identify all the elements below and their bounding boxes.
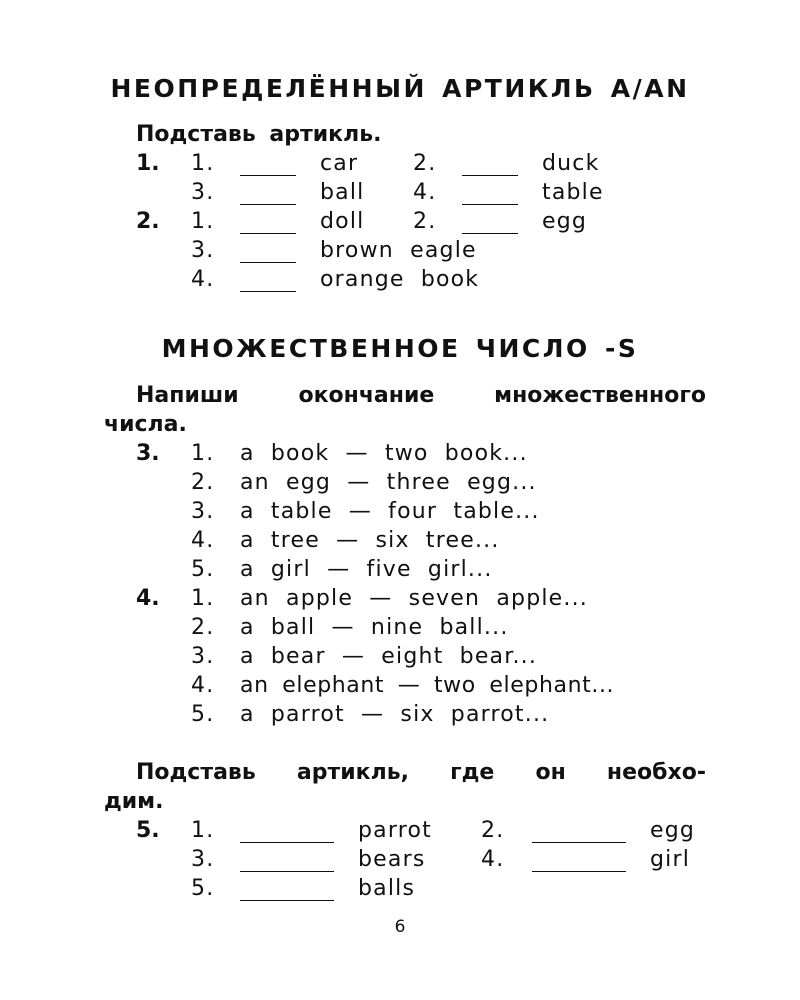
- item-word: egg: [650, 818, 696, 843]
- item-word: egg: [542, 209, 588, 234]
- exercise-number: 3.: [136, 441, 160, 466]
- item-word: ball: [320, 180, 365, 205]
- item-word: doll: [320, 209, 365, 234]
- item-word: car: [320, 151, 359, 176]
- answer-blank[interactable]: [240, 175, 296, 176]
- answer-blank[interactable]: [532, 871, 626, 872]
- item-number: 3.: [191, 644, 215, 669]
- exercise-number: 5.: [136, 818, 160, 843]
- item-number: 3.: [191, 180, 215, 205]
- item-number: 5.: [191, 702, 215, 727]
- item-word: bears: [358, 847, 426, 872]
- answer-blank[interactable]: [240, 262, 296, 263]
- item-number: 3.: [191, 499, 215, 524]
- item-text: a table — four table...: [240, 499, 540, 524]
- item-text: a parrot — six parrot...: [240, 702, 550, 727]
- exercise-number: 4.: [136, 586, 160, 611]
- instruction-word: артикль,: [296, 760, 409, 785]
- answer-blank[interactable]: [462, 175, 518, 176]
- item-text: a book — two book...: [240, 441, 528, 466]
- answer-blank[interactable]: [240, 291, 296, 292]
- item-number: 1.: [191, 441, 215, 466]
- section-title-plural: МНОЖЕСТВЕННОЕ ЧИСЛО -S: [161, 334, 639, 363]
- instruction-plural-continued: числа.: [104, 412, 187, 437]
- section-title-articles: НЕОПРЕДЕЛЁННЫЙ АРТИКЛЬ A/AN: [110, 74, 690, 103]
- item-text: an elephant — two elephant...: [240, 673, 615, 698]
- instruction-word: он: [535, 760, 566, 785]
- instruction-word: Подставь: [136, 760, 256, 785]
- item-number: 2.: [413, 209, 437, 234]
- item-number: 5.: [191, 557, 215, 582]
- answer-blank[interactable]: [462, 204, 518, 205]
- item-text: a tree — six tree...: [240, 528, 500, 553]
- answer-blank[interactable]: [462, 233, 518, 234]
- exercise-number: 2.: [136, 209, 160, 234]
- item-word: orange book: [320, 267, 480, 292]
- item-text: an egg — three egg...: [240, 470, 537, 495]
- item-number: 1.: [191, 586, 215, 611]
- instruction-article-where-needed: [136, 760, 706, 785]
- page-number: 6: [394, 917, 406, 937]
- answer-blank[interactable]: [240, 871, 334, 872]
- item-word: parrot: [358, 818, 432, 843]
- item-number: 3.: [191, 847, 215, 872]
- instruction-word: множественного: [494, 383, 706, 408]
- answer-blank[interactable]: [240, 204, 296, 205]
- item-number: 2.: [191, 470, 215, 495]
- answer-blank[interactable]: [240, 233, 296, 234]
- item-number: 4.: [191, 267, 215, 292]
- item-number: 4.: [191, 528, 215, 553]
- item-number: 4.: [191, 673, 215, 698]
- item-word: duck: [542, 151, 600, 176]
- item-number: 1.: [191, 151, 215, 176]
- item-word: girl: [650, 847, 691, 872]
- instruction-word: необхо-: [606, 760, 706, 785]
- item-number: 4.: [481, 847, 505, 872]
- item-number: 1.: [191, 209, 215, 234]
- instruction-word: Напиши: [136, 383, 239, 408]
- instruction-word: окончание: [298, 383, 435, 408]
- item-number: 1.: [191, 818, 215, 843]
- answer-blank[interactable]: [240, 900, 334, 901]
- instruction-plural: [136, 383, 706, 408]
- item-text: a ball — nine ball...: [240, 615, 509, 640]
- exercise-number: 1.: [136, 151, 160, 176]
- item-number: 5.: [191, 876, 215, 901]
- item-word: balls: [358, 876, 416, 901]
- item-number: 2.: [191, 615, 215, 640]
- item-word: brown eagle: [320, 238, 477, 263]
- item-number: 4.: [413, 180, 437, 205]
- item-number: 2.: [413, 151, 437, 176]
- instruction-articles: Подставь артикль.: [136, 122, 382, 147]
- item-number: 2.: [481, 818, 505, 843]
- answer-blank[interactable]: [240, 842, 334, 843]
- item-text: an apple — seven apple...: [240, 586, 588, 611]
- item-text: a girl — five girl...: [240, 557, 493, 582]
- item-text: a bear — eight bear...: [240, 644, 538, 669]
- instruction-continued: дим.: [104, 789, 164, 814]
- instruction-word: где: [450, 760, 495, 785]
- answer-blank[interactable]: [532, 842, 626, 843]
- item-number: 3.: [191, 238, 215, 263]
- item-word: table: [542, 180, 604, 205]
